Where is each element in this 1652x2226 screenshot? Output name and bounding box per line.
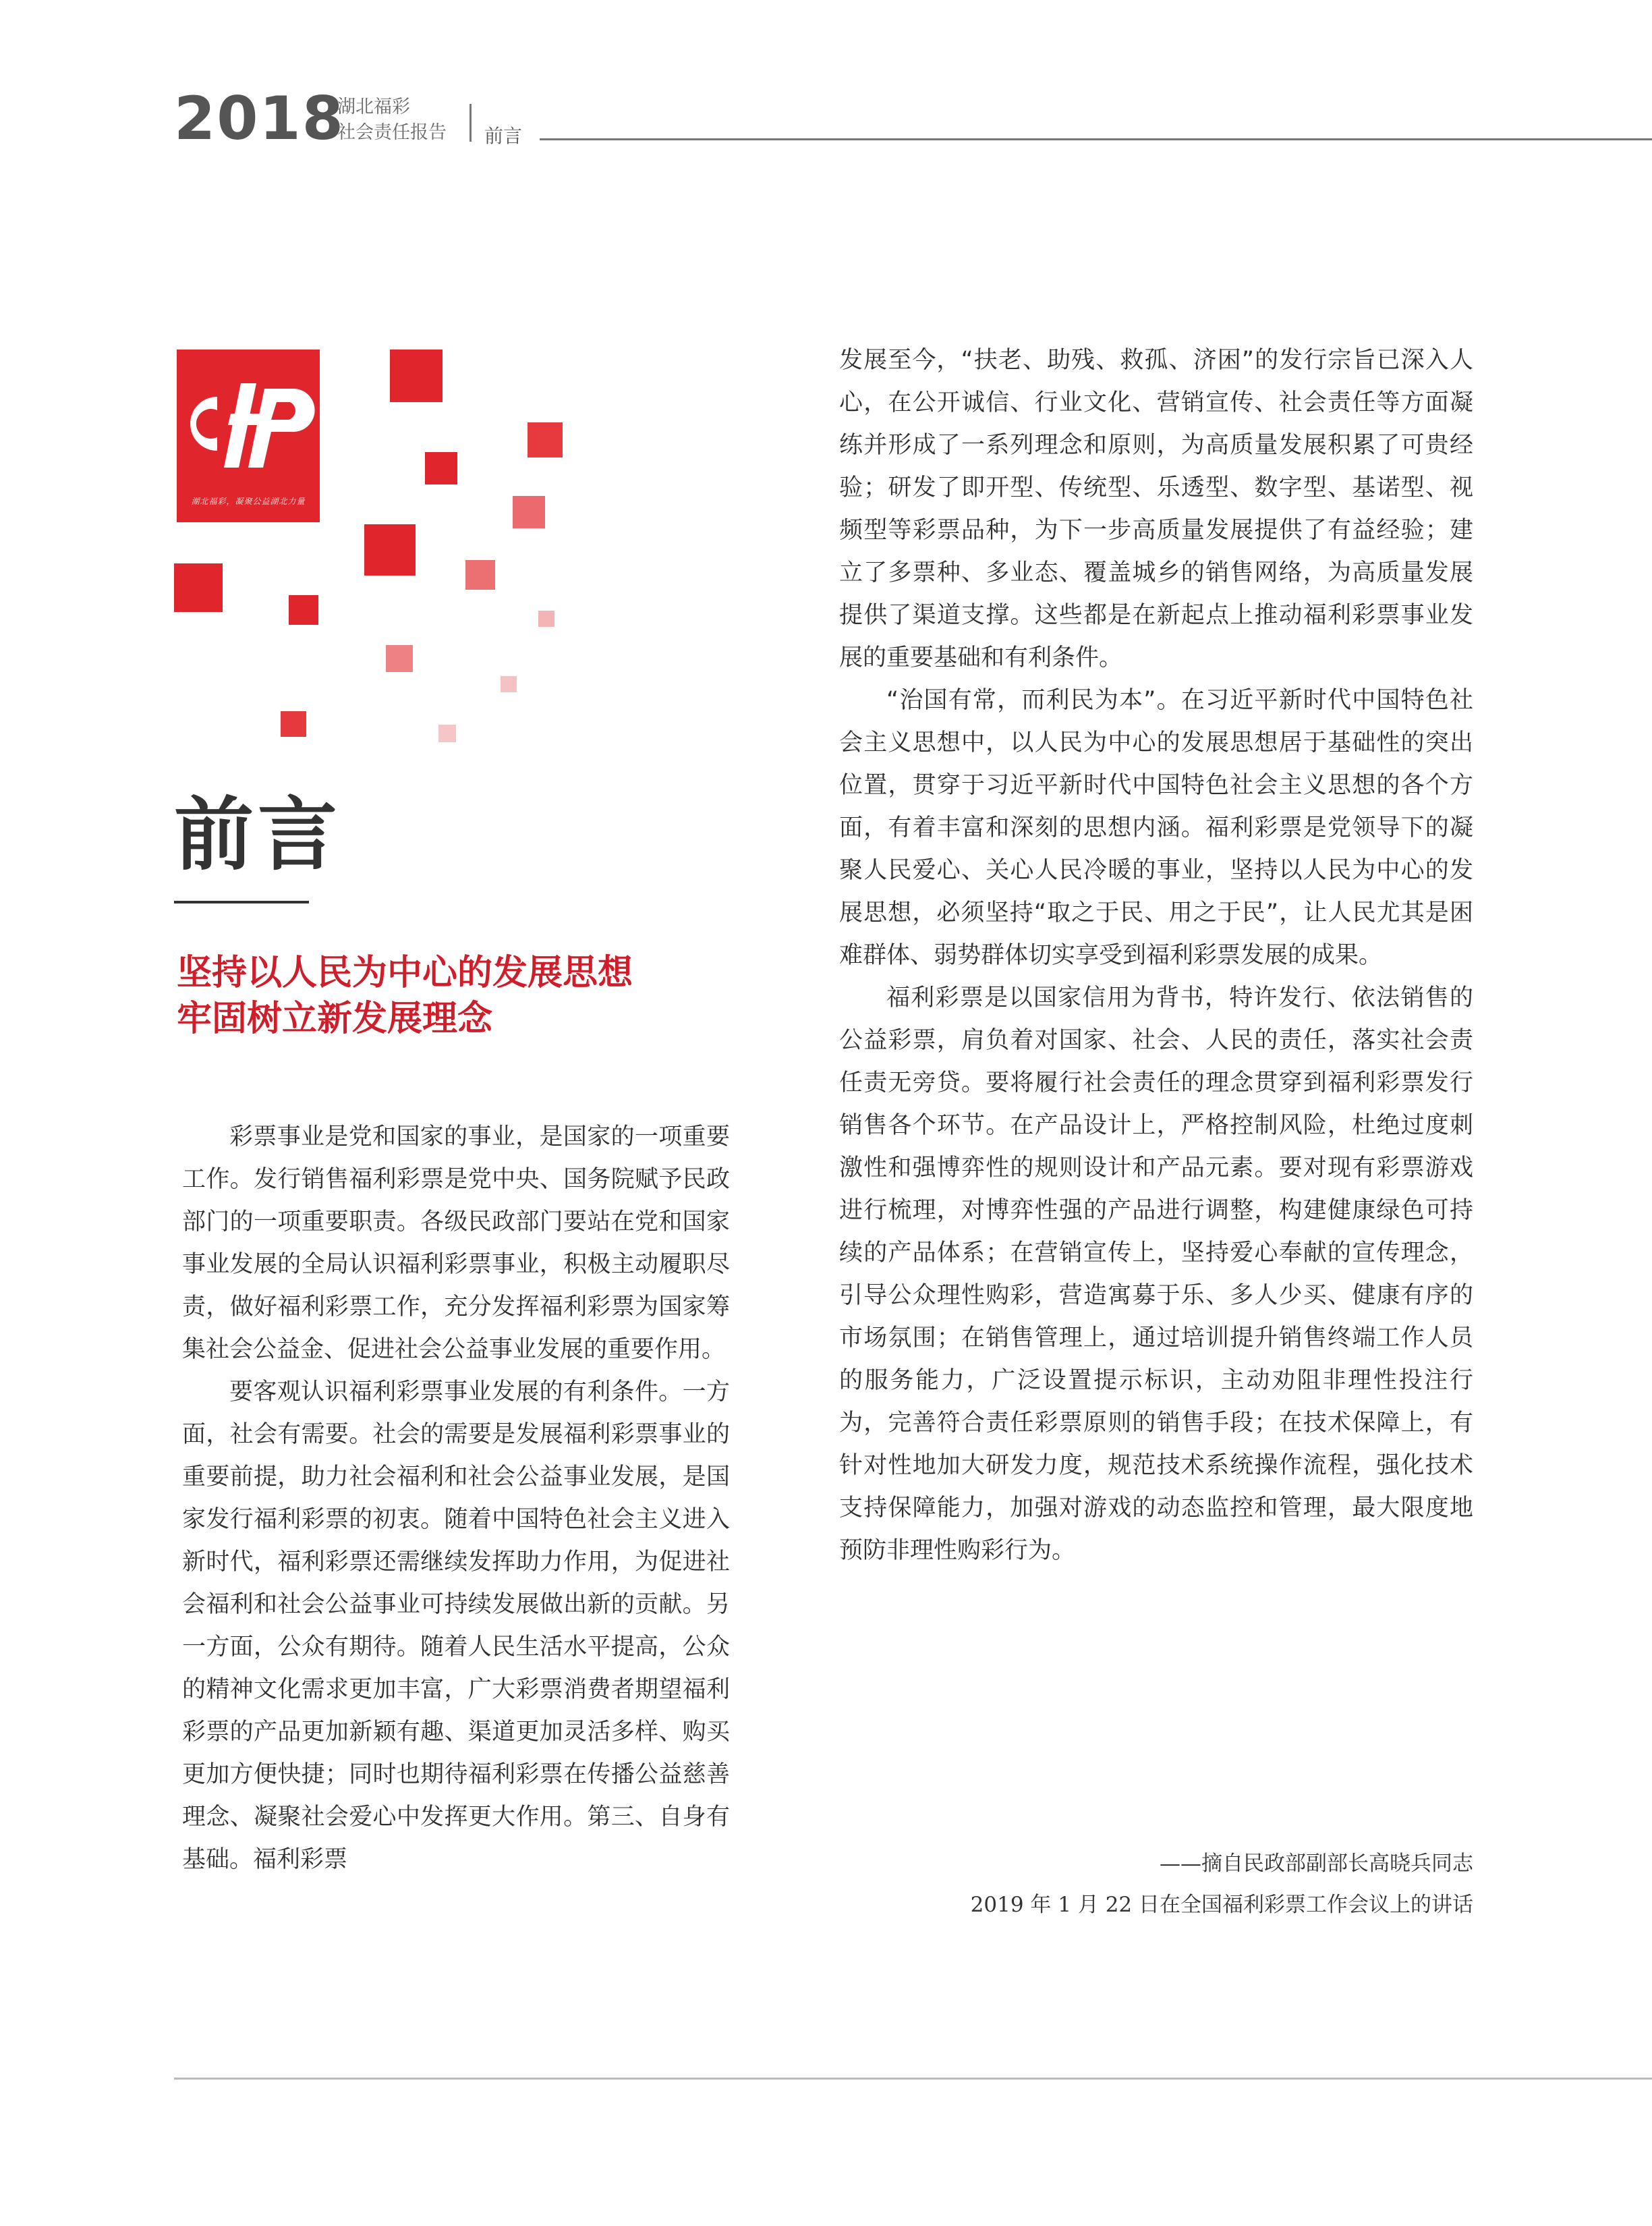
decorative-square <box>425 452 457 484</box>
decorative-square <box>174 563 223 612</box>
paragraph: 彩票事业是党和国家的事业，是国家的一项重要工作。发行销售福利彩票是党中央、国务院赋予民政部门的一项重要职责。各级民政部门要站在党和国家事业发展的全局认识福利彩票事业，积极主动履职尽责，做好福利彩票工作，充分发挥福利彩票为国家筹集社会公益金、促进社会公益事业发展的重要作用。 <box>182 1123 730 1363</box>
page-title: 前言 <box>174 787 342 881</box>
subtitle-line-1: 坚持以人民为中心的发展思想 <box>177 953 633 993</box>
attribution-line-1: ——摘自民政部副部长高晓兵同志 <box>1160 1852 1473 1876</box>
header-rule <box>540 138 1652 140</box>
welfare-lottery-logo <box>177 350 320 522</box>
section-subtitle <box>177 950 633 1042</box>
decorative-square <box>513 496 545 528</box>
decorative-square <box>281 711 306 737</box>
title-underline <box>174 901 309 903</box>
paragraph: 福利彩票是以国家信用为背书，特许发行、依法销售的公益彩票，肩负着对国家、社会、人民的责任，落实社会责任责无旁贷。要将履行社会责任的理念贯穿到福利彩票发行销售各个环节。在产品设计上，严格控制风险，杜绝过度刺激性和强博弈性的规则设计和产品元素。要对现有彩票游戏进行梳理，对博弈性强的产品进行调整，构建健康绿色可持续的产品体系；在营销宣传上，坚持爱心奉献的宣传理念，引导公众理性购彩，营造寓募于乐、多人少买、健康有序的市场氛围；在销售管理上，通过培训提升销售终端工作人员的服务能力，广泛设置提示标识，主动劝阻非理性投注行为，完善符合责任彩票原则的销售手段；在技术保障上，有针对性地加大研发力度，规范技术系统操作流程，强化技术支持保障能力，加强对游戏的动态监控和管理，最大限度地预防非理性购彩行为。 <box>839 984 1473 1564</box>
paragraph-continued: 发展至今，“扶老、助残、救孤、济困”的发行宗旨已深入人心，在公开诚信、行业文化、营销宣传、社会责任等方面凝练并形成了一系列理念和原则，为高质量发展积累了可贵经验；研发了即开型、传统型、乐透型、数字型、基诺型、视频型等彩票品种，为下一步高质量发展提供了有益经验；建立了多票种、多业态、覆盖城乡的销售网络，为高质量发展提供了渠道支撑。这些都是在新起点上推动福利彩票事业发展的重要基础和有利条件。 <box>839 347 1473 671</box>
attribution-line-2: 2019 年 1 月 22 日在全国福利彩票工作会议上的讲话 <box>970 1893 1473 1917</box>
decorative-square <box>386 645 413 672</box>
decorative-square <box>364 524 416 576</box>
report-name <box>337 94 447 146</box>
welfare-lottery-emblem-icon <box>177 350 320 491</box>
report-year: 2018 <box>174 84 345 153</box>
subtitle-line-2: 牢固树立新发展理念 <box>177 999 493 1039</box>
footer-rule <box>174 2078 1652 2080</box>
quote-attribution <box>971 1843 1473 1926</box>
logo-motto: 湖北福彩，凝聚公益湖北力量 <box>191 497 306 506</box>
left-text-column <box>182 1116 730 1881</box>
decorative-square <box>528 422 563 457</box>
paragraph: “治国有常，而利民为本”。在习近平新时代中国特色社会主义思想中，以人民为中心的发展思想居于基础性的突出位置，贯穿于习近平新时代中国特色社会主义思想的各个方面，有着丰富和深刻的思想内涵。福利彩票是党领导下的凝聚人民爱心、关心人民冷暖的事业，坚持以人民为中心的发展思想，必须坚持“取之于民、用之于民”，让人民尤其是困难群体、弱势群体切实享受到福利彩票发展的成果。 <box>839 687 1473 969</box>
header-section-label: 前言 <box>484 125 523 147</box>
decorative-square <box>501 676 517 692</box>
report-name-line1: 湖北福彩 <box>337 96 410 117</box>
report-name-line2: 社会责任报告 <box>337 122 447 143</box>
decorative-square <box>438 725 456 742</box>
decorative-square <box>538 611 554 627</box>
decorative-square <box>465 560 495 590</box>
paragraph: 要客观认识福利彩票事业发展的有利条件。一方面，社会有需要。社会的需要是发展福利彩票事业的重要前提，助力社会福利和社会公益事业发展，是国家发行福利彩票的初衷。随着中国特色社会主义进入新时代，福利彩票还需继续发挥助力作用，为促进社会福利和社会公益事业可持续发展做出新的贡献。另一方面，公众有期待。随着人民生活水平提高，公众的精神文化需求更加丰富，广大彩票消费者期望福利彩票的产品更加新颖有趣、渠道更加灵活多样、购买更加方便快捷；同时也期待福利彩票在传播公益慈善理念、凝聚社会爱心中发挥更大作用。第三、自身有基础。福利彩票 <box>182 1379 730 1873</box>
decorative-square <box>289 595 318 625</box>
header-separator <box>469 104 472 142</box>
right-text-column <box>839 339 1473 1572</box>
decorative-square <box>390 350 443 402</box>
